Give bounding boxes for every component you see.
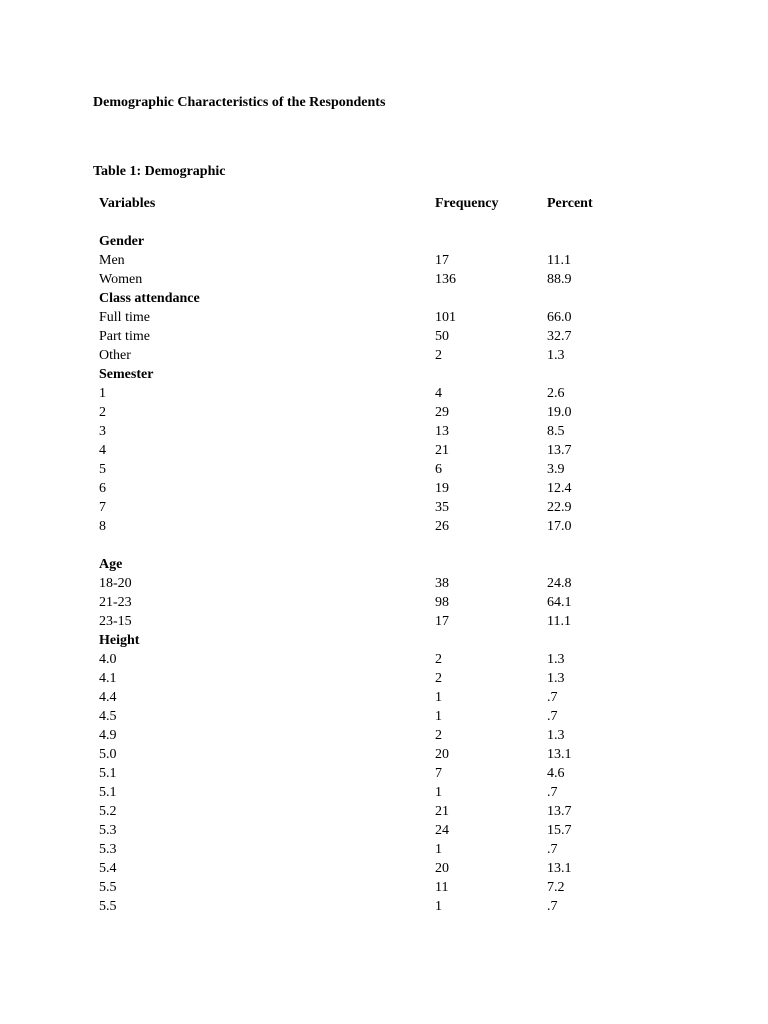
variable-cell: 2	[99, 405, 106, 420]
frequency-cell: 6	[435, 462, 442, 477]
frequency-cell: 17	[435, 614, 449, 629]
percent-cell: 11.1	[547, 253, 571, 268]
percent-cell: 3.9	[547, 462, 565, 477]
variable-cell: 4.0	[99, 652, 117, 667]
percent-cell: 19.0	[547, 405, 572, 420]
frequency-cell: 11	[435, 880, 449, 895]
variable-cell: 3	[99, 424, 106, 439]
frequency-cell: 20	[435, 747, 449, 762]
variable-cell: 5.3	[99, 823, 117, 838]
variable-cell: Other	[99, 348, 131, 363]
table-group-row	[0, 232, 768, 251]
frequency-cell: 7	[435, 766, 442, 781]
percent-cell: 1.3	[547, 671, 565, 686]
variable-cell: 4.4	[99, 690, 117, 705]
table-row	[0, 479, 768, 498]
frequency-cell: 1	[435, 690, 442, 705]
percent-cell: 2.6	[547, 386, 565, 401]
table-row	[0, 783, 768, 802]
frequency-cell: 17	[435, 253, 449, 268]
table-row	[0, 574, 768, 593]
variable-cell: 5	[99, 462, 106, 477]
table-row	[0, 441, 768, 460]
variable-cell: 4	[99, 443, 106, 458]
table-row	[0, 308, 768, 327]
table-row	[0, 517, 768, 536]
frequency-cell: 35	[435, 500, 449, 515]
frequency-cell: 1	[435, 899, 442, 914]
percent-cell: 1.3	[547, 348, 565, 363]
frequency-cell: 2	[435, 348, 442, 363]
percent-cell: 13.1	[547, 747, 572, 762]
variable-cell: 6	[99, 481, 106, 496]
group-label: Gender	[99, 234, 145, 249]
table-row	[0, 802, 768, 821]
variable-cell: 5.5	[99, 880, 117, 895]
table-row	[0, 859, 768, 878]
percent-cell: 24.8	[547, 576, 572, 591]
percent-cell: 4.6	[547, 766, 565, 781]
percent-cell: 88.9	[547, 272, 572, 287]
table-row	[0, 650, 768, 669]
variable-cell: Women	[99, 272, 143, 287]
frequency-cell: 38	[435, 576, 449, 591]
table-row	[0, 612, 768, 631]
variable-cell: 1	[99, 386, 106, 401]
variable-cell: 5.0	[99, 747, 117, 762]
frequency-cell: 136	[435, 272, 456, 287]
table-row	[0, 593, 768, 612]
frequency-cell: 21	[435, 804, 449, 819]
percent-cell: 8.5	[547, 424, 565, 439]
document-title: Demographic Characteristics of the Respondents	[93, 95, 386, 110]
table-row	[0, 764, 768, 783]
percent-cell: .7	[547, 842, 558, 857]
table-caption: Table 1: Demographic	[93, 164, 226, 179]
table-row	[0, 403, 768, 422]
frequency-cell: 29	[435, 405, 449, 420]
table-row	[0, 498, 768, 517]
frequency-cell: 20	[435, 861, 449, 876]
frequency-cell: 101	[435, 310, 456, 325]
frequency-cell: 1	[435, 709, 442, 724]
percent-cell: .7	[547, 899, 558, 914]
variable-cell: 5.3	[99, 842, 117, 857]
percent-cell: 64.1	[547, 595, 572, 610]
percent-cell: 13.7	[547, 804, 572, 819]
frequency-cell: 50	[435, 329, 449, 344]
group-label: Age	[99, 557, 123, 572]
percent-cell: 32.7	[547, 329, 572, 344]
percent-cell: 13.7	[547, 443, 572, 458]
table-row	[0, 878, 768, 897]
table-row	[0, 821, 768, 840]
header-frequency: Frequency	[435, 196, 499, 211]
table-row	[0, 346, 768, 365]
header-variables: Variables	[99, 196, 156, 211]
table-group-row	[0, 365, 768, 384]
table-group-row	[0, 289, 768, 308]
header-percent: Percent	[547, 196, 593, 211]
frequency-cell: 13	[435, 424, 449, 439]
frequency-cell: 2	[435, 652, 442, 667]
percent-cell: 12.4	[547, 481, 572, 496]
table-row	[0, 251, 768, 270]
table-row	[0, 384, 768, 403]
variable-cell: 21-23	[99, 595, 132, 610]
percent-cell: .7	[547, 690, 558, 705]
table-row	[0, 707, 768, 726]
table-row	[0, 840, 768, 859]
percent-cell: 22.9	[547, 500, 572, 515]
table-row	[0, 688, 768, 707]
table-row	[0, 726, 768, 745]
table-row	[0, 745, 768, 764]
percent-cell: 7.2	[547, 880, 565, 895]
frequency-cell: 98	[435, 595, 449, 610]
variable-cell: 5.2	[99, 804, 117, 819]
frequency-cell: 2	[435, 728, 442, 743]
percent-cell: 1.3	[547, 728, 565, 743]
frequency-cell: 21	[435, 443, 449, 458]
group-label: Class attendance	[99, 291, 200, 306]
frequency-cell: 4	[435, 386, 442, 401]
frequency-cell: 1	[435, 842, 442, 857]
variable-cell: Men	[99, 253, 125, 268]
variable-cell: 23-15	[99, 614, 132, 629]
table-row	[0, 327, 768, 346]
variable-cell: 4.9	[99, 728, 117, 743]
table-header-row	[0, 194, 768, 213]
variable-cell: 4.1	[99, 671, 117, 686]
table-row	[0, 422, 768, 441]
variable-cell: Part time	[99, 329, 150, 344]
table-group-row	[0, 631, 768, 650]
table-row	[0, 669, 768, 688]
variable-cell: 5.1	[99, 766, 117, 781]
percent-cell: 15.7	[547, 823, 572, 838]
table-row	[0, 270, 768, 289]
frequency-cell: 1	[435, 785, 442, 800]
percent-cell: 66.0	[547, 310, 572, 325]
percent-cell: 13.1	[547, 861, 572, 876]
percent-cell: 17.0	[547, 519, 572, 534]
group-label: Height	[99, 633, 140, 648]
frequency-cell: 19	[435, 481, 449, 496]
variable-cell: 5.1	[99, 785, 117, 800]
percent-cell: 1.3	[547, 652, 565, 667]
table-group-row	[0, 555, 768, 574]
frequency-cell: 26	[435, 519, 449, 534]
frequency-cell: 2	[435, 671, 442, 686]
variable-cell: 5.4	[99, 861, 117, 876]
percent-cell: .7	[547, 785, 558, 800]
variable-cell: 8	[99, 519, 106, 534]
variable-cell: Full time	[99, 310, 150, 325]
variable-cell: 4.5	[99, 709, 117, 724]
percent-cell: 11.1	[547, 614, 571, 629]
variable-cell: 7	[99, 500, 106, 515]
variable-cell: 5.5	[99, 899, 117, 914]
table-row	[0, 460, 768, 479]
frequency-cell: 24	[435, 823, 449, 838]
table-row	[0, 897, 768, 916]
percent-cell: .7	[547, 709, 558, 724]
variable-cell: 18-20	[99, 576, 132, 591]
group-label: Semester	[99, 367, 154, 382]
